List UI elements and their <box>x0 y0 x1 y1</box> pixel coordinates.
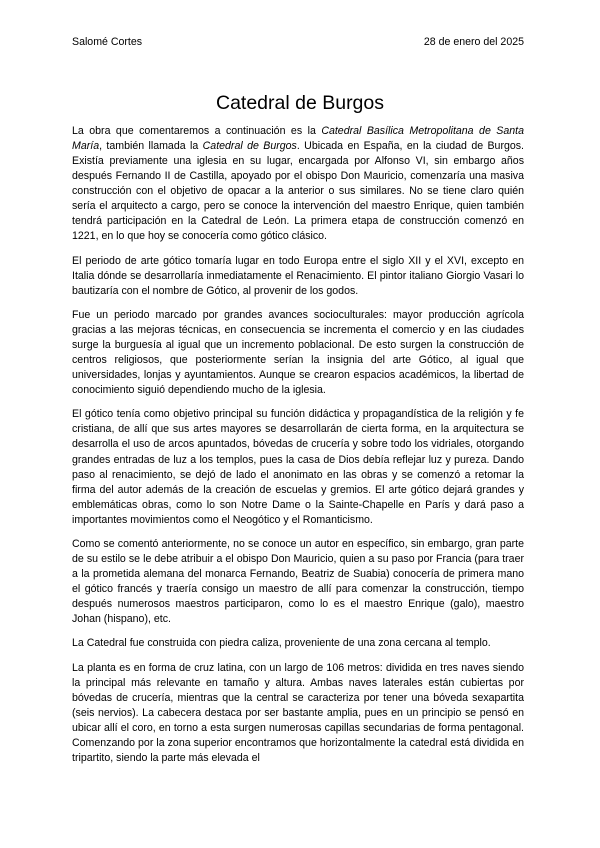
paragraph-1-also: , también llamada la <box>99 140 203 153</box>
paragraph-1 <box>72 124 524 244</box>
paragraph-5: Como se comentó anteriormente, no se conoce un autor en específico, sin embargo, gran parte de su estilo se le debe atribuir a el obispo Don Mauricio, quien a su paso por Francia (para traer a la prometida alemana del monarca Fernando, Beatriz de Suabia) conocería de primera mano el gótico francés y traería consigo un maestro de allí para comenzar la construcción, tiempo después numerosos maestros participaron, como lo es el maestro Enrique (galo), maestro Johan (hispano), etc. <box>72 537 524 626</box>
paragraph-3: Fue un periodo marcado por grandes avances socioculturales: mayor producción agrícola gracias a las mejoras técnicas, en consecuencia se incrementa el comercio y en las ciudades surge la burguesía al igual que un incremento poblacional. De esto surgen la construcción de centros religiosos, que posteriormente serían la insignia del arte Gótico, al igual que universidades, lonjas y ayuntamientos. Aunque se crearon espacios académicos, la libertad de conocimiento siguió dependiendo mucho de la iglesia. <box>72 308 524 397</box>
document-date: 28 de enero del 2025 <box>423 36 524 48</box>
paragraph-2: El periodo de arte gótico tomaría lugar en todo Europa entre el siglo XII y el XVI, excepto en Italia dónde se desarrollaría inmediatamente el Renacimiento. El pintor italiano Giorgio Vasari lo bautizaría con el nombre de Gótico, al provenir de los godos. <box>72 254 524 297</box>
document-body <box>72 124 524 766</box>
cathedral-short-name: Catedral de Burgos <box>202 140 297 153</box>
paragraph-7: La planta es en forma de cruz latina, con un largo de 106 metros: dividida en tres naves siendo la principal más relevante en tamaño y altura. Ambas naves laterales están cubiertas por bóvedas de crucería, mientras que la central se caracteriza por tener una bóveda sexapartita (seis nervios). La cabecera destaca por ser bastante amplia, pues en un principio se pensó en ubicar allí el coro, en torno a esta surgen numerosas capillas secundarias de forma pentagonal. Comenzando por la zona superior encontramos que horizontalmente la catedral está dividida en tripartito, siendo la parte más elevada el <box>72 661 524 764</box>
page-title: Catedral de Burgos <box>215 92 385 114</box>
cathedral-full-name: Catedral Basílica Metropolitana de Santa María <box>72 125 524 153</box>
paragraph-1-rest: . Ubicada en España, en la ciudad de Burgos. Existía previamente una iglesia en su lugar, encargada por Alfonso VI, sin embargo años después Fernando II de Castilla, apoyado por el obispo Don Mauricio, comenzaría una masiva construcción con el objetivo de opacar a la anterior o sus similares. No se tiene claro quién sería el arquitecto a cargo, pero se conoce la intervención del maestro Enrique, quien también tendrá participación en la Catedral de León. La primera etapa de construcción comenzó en 1221, en lo que hoy se conocería como gótico clásico. <box>72 140 525 243</box>
page-header <box>72 36 524 49</box>
author-name: Salomé Cortes <box>72 36 143 48</box>
paragraph-6: La Catedral fue construida con piedra caliza, proveniente de una zona cercana al templo. <box>72 637 491 650</box>
paragraph-4: El gótico tenía como objetivo principal su función didáctica y propagandística de la religión y fe cristiana, de allí que sus artes mayores se desarrollarán de cierta forma, en la arquitectura se desarrolla el uso de arcos apuntados, bóvedas de crucería y sobre todo los vidriales, otorgando grandes entradas de luz a los templos, pues la casa de Dios debía reflejar luz y pureza. Dando paso al renacimiento, se dejó de lado el anonimato en las obras y se comenzó a retomar la firma del autor además de la creación de escuelas y gremios. El arte gótico dejará grandes y emblemáticas obras, como lo son Notre Dame o la Sainte-Chapelle en París y dará paso a importantes movimientos como el Neogótico y el Romanticismo. <box>72 408 524 526</box>
paragraph-1-intro: La obra que comentaremos a continuación es la <box>72 125 322 137</box>
